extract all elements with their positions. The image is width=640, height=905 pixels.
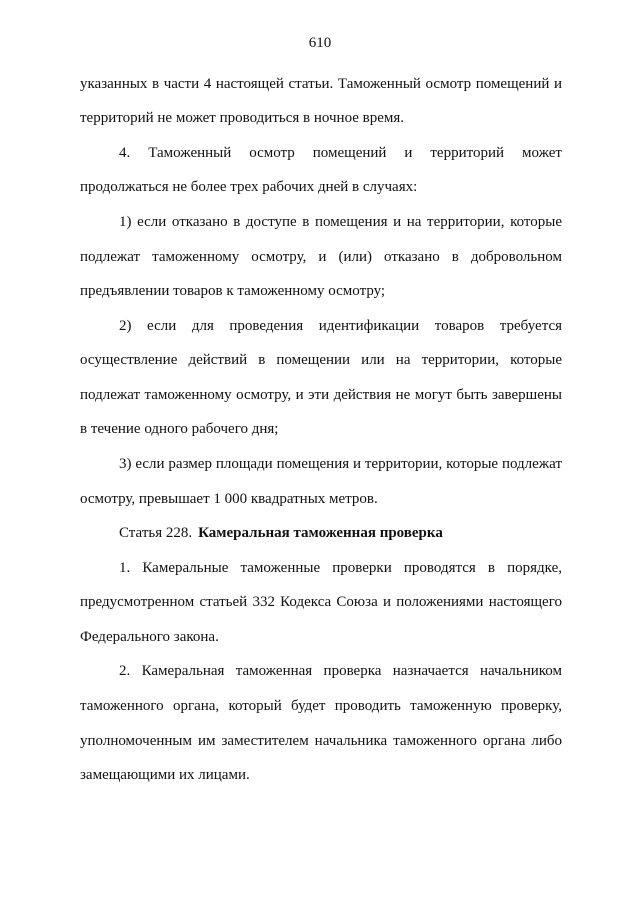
text-line: таможенного органа, который будет проводить таможенную проверку,	[80, 698, 562, 714]
article-label: Статья 228.	[119, 525, 193, 541]
article-title: Камеральная таможенная проверка	[198, 525, 443, 541]
list-item-line: 2) если для проведения идентификации товаров требуется	[119, 318, 562, 334]
text-line: территорий не может проводиться в ночное время.	[80, 110, 405, 126]
paragraph-start-line: 1. Камеральные таможенные проверки проводятся в порядке,	[119, 560, 562, 576]
text-line: предъявлении товаров к таможенному осмотру;	[80, 283, 386, 299]
paragraph-start-line: 2. Камеральная таможенная проверка назначается начальником	[119, 663, 562, 679]
text-line: продолжаться не более трех рабочих дней в случаях:	[80, 179, 418, 195]
text-line: осмотру, превышает 1 000 квадратных метров.	[80, 491, 378, 507]
text-line: указанных в части 4 настоящей статьи. Таможенный осмотр помещений и	[80, 76, 562, 92]
article-heading	[119, 523, 562, 543]
text-line: предусмотренном статьей 332 Кодекса Союза и положениями настоящего	[80, 594, 562, 610]
list-item-line: 1) если отказано в доступе в помещения и на территории, которые	[119, 214, 562, 230]
text-line: подлежат таможенному осмотру, и эти действия не могут быть завершены	[80, 387, 562, 403]
page-number: 610	[308, 35, 332, 51]
text-line: уполномоченным им заместителем начальника таможенного органа либо	[80, 733, 562, 749]
text-line: замещающими их лицами.	[80, 767, 250, 783]
list-item-line: 3) если размер площади помещения и территории, которые подлежат	[119, 456, 562, 472]
text-line: в течение одного рабочего дня;	[80, 421, 279, 437]
paragraph-start-line: 4. Таможенный осмотр помещений и территорий может	[119, 145, 562, 161]
text-line: подлежат таможенному осмотру, и (или) отказано в добровольном	[80, 249, 562, 265]
text-line: Федерального закона.	[80, 629, 219, 645]
text-line: осуществление действий в помещении или на территории, которые	[80, 352, 562, 368]
